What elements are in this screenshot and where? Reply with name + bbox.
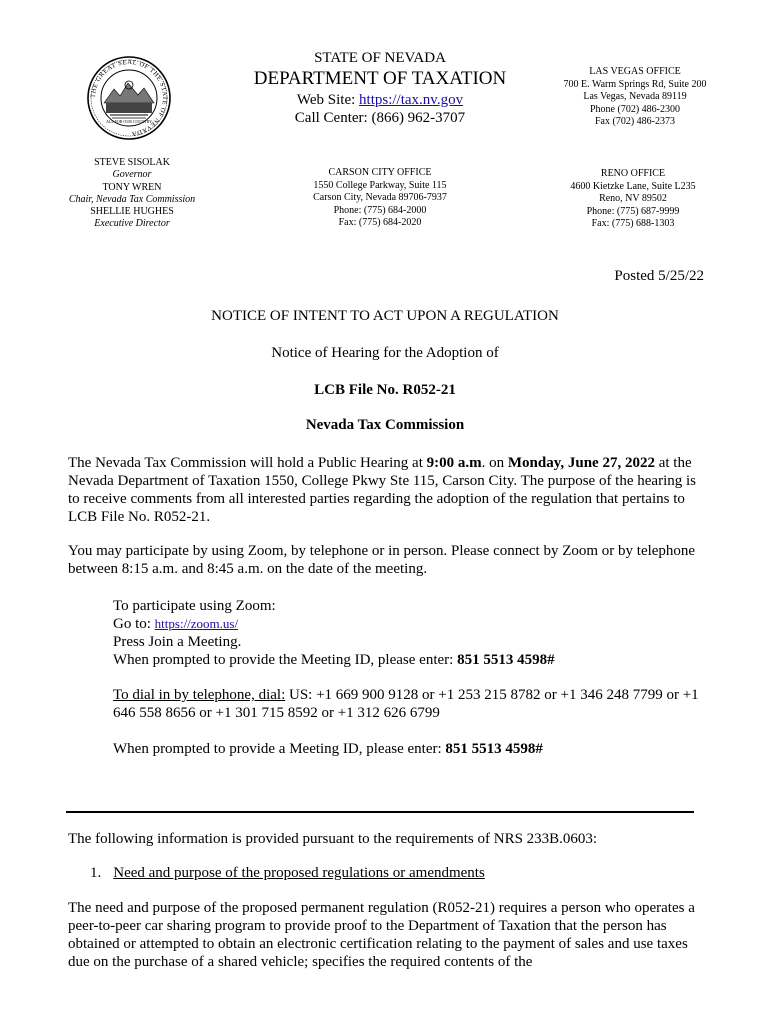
official-name: STEVE SISOLAK — [94, 157, 170, 168]
header-block — [230, 49, 530, 127]
las-vegas-office — [552, 66, 718, 129]
state-name: STATE OF NEVADA — [314, 50, 446, 66]
office-line: 700 E. Warm Springs Rd, Suite 200 — [563, 78, 707, 90]
paragraph-text: . on — [481, 455, 508, 471]
website-line — [230, 91, 530, 109]
official-name: TONY WREN — [102, 181, 162, 193]
office-line: LAS VEGAS OFFICE — [589, 66, 681, 77]
office-line: Phone (702) 486-2300 — [590, 103, 680, 115]
carson-city-office — [300, 167, 460, 230]
zoom-heading: To participate using Zoom: — [113, 598, 276, 614]
department-name: DEPARTMENT OF TAXATION — [253, 68, 507, 89]
office-line: Carson City, Nevada 89706-7937 — [313, 192, 447, 203]
office-line: Phone: (775) 684-2000 — [333, 204, 427, 216]
officials-list — [52, 157, 212, 231]
posted-date: Posted 5/25/22 — [614, 268, 704, 284]
zoom-join: Press Join a Meeting. — [113, 634, 242, 650]
paragraph-text: The Nevada Tax Commission will hold a Public Hearing at — [68, 455, 427, 471]
notice-title: NOTICE OF INTENT TO ACT UPON A REGULATION — [211, 308, 559, 324]
zoom-prompt — [113, 651, 713, 669]
seal-icon — [86, 55, 172, 141]
prompt-text: When prompted to provide the Meeting ID, please enter: — [113, 652, 458, 668]
office-line: Phone: (775) 687-9999 — [586, 205, 680, 217]
office-line: 4600 Kietzke Lane, Suite L235 — [570, 180, 696, 192]
office-line: CARSON CITY OFFICE — [328, 167, 432, 178]
notice-subtitle: Notice of Hearing for the Adoption of — [271, 345, 499, 361]
seal-ring-text: THE GREAT SEAL OF THE STATE OF NEVADA — [89, 58, 169, 138]
office-line: RENO OFFICE — [600, 168, 666, 179]
hearing-time: 9:00 a.m — [426, 455, 482, 471]
call-center: Call Center: (866) 962-3707 — [294, 109, 466, 126]
section-divider — [66, 811, 694, 813]
state-seal — [86, 55, 172, 141]
reno-office — [560, 168, 706, 231]
office-line: Las Vegas, Nevada 89119 — [583, 91, 687, 102]
office-line: 1550 College Parkway, Suite 115 — [313, 179, 447, 191]
seal-motto: ALL FOR OUR COUNTRY — [106, 119, 152, 124]
prompt-text: When prompted to provide a Meeting ID, please enter: — [113, 741, 446, 757]
phone-prompt — [113, 740, 713, 758]
official-title: Chair, Nevada Tax Commission — [68, 193, 196, 205]
official-title: Executive Director — [94, 218, 170, 230]
dial-numbers: US: +1 669 900 9128 or +1 253 215 8782 or +1 346 248 7799 or +1 646 558 8656 or +1 301 715 8592 or +1 312 626 6799 — [113, 687, 699, 721]
website-link[interactable]: https://tax.nv.gov — [359, 91, 464, 108]
paragraph-text: at the Nevada Department of Taxation 1550, College Pkwy Ste 115, Carson City. The purpose of the hearing is to receive comments from all interested parties regarding the adoption of the regulation that pertains to LCB File No. R052-21. — [68, 455, 696, 525]
item-number: 1. — [90, 865, 102, 881]
dial-instructions — [113, 686, 713, 722]
list-item — [90, 865, 485, 882]
goto-label: Go to: — [113, 616, 155, 632]
meeting-id: 851 5513 4598# — [457, 652, 555, 668]
hearing-date: Monday, June 27, 2022 — [507, 455, 655, 471]
official-title: Governor — [112, 169, 152, 181]
meeting-id: 851 5513 4598# — [445, 741, 543, 757]
office-line: Fax: (775) 684-2020 — [338, 217, 422, 228]
nrs-paragraph: The following information is provided pursuant to the requirements of NRS 233B.0603: — [68, 831, 598, 847]
commission-name: Nevada Tax Commission — [305, 417, 465, 433]
hearing-paragraph — [68, 454, 708, 526]
participation-paragraph: You may participate by using Zoom, by telephone or in person. Please connect by Zoom or by telephone between 8:15 a.m. and 8:45 a.m. on the date of the meeting. — [68, 543, 696, 577]
official-name: SHELLIE HUGHES — [90, 206, 174, 218]
zoom-goto — [113, 615, 713, 633]
office-line: Reno, NV 89502 — [599, 193, 667, 204]
office-line: Fax (702) 486-2373 — [595, 116, 675, 127]
file-number: LCB File No. R052-21 — [314, 382, 456, 398]
zoom-instructions — [113, 597, 713, 669]
website-label: Web Site: — [296, 91, 360, 108]
zoom-link[interactable]: https://zoom.us/ — [154, 616, 239, 631]
purpose-paragraph: The need and purpose of the proposed permanent regulation (R052-21) requires a person who operates a peer-to-peer car sharing program to provide proof to the Department of Taxation that the person has obtained or attempted to obtain an electronic certification relating to the payment of sales and use taxes due on the purchase of a shared vehicle; specifies the required contents of the — [68, 900, 695, 970]
office-line: Fax: (775) 688-1303 — [591, 218, 675, 229]
dial-label: To dial in by telephone, dial: — [113, 687, 286, 703]
item-heading: Need and purpose of the proposed regulations or amendments — [113, 865, 485, 881]
